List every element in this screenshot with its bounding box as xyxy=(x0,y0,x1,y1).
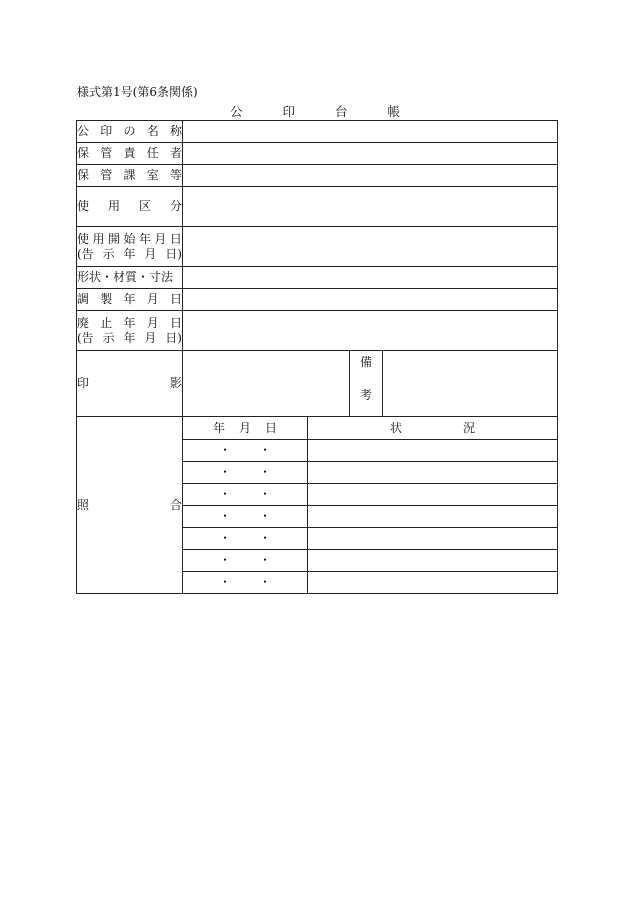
verification-header-row xyxy=(77,417,558,440)
seal-ledger-table xyxy=(76,120,558,594)
verification-date-cell[interactable]: ・ ・ xyxy=(183,484,308,506)
header-date: 年 月 日 xyxy=(183,417,308,440)
field-start-date[interactable] xyxy=(183,227,558,267)
label-custodian: 保 管 責 任 者 xyxy=(77,143,183,165)
verification-date-cell[interactable]: ・ ・ xyxy=(183,572,308,594)
label-abolition-date: 廃 止 年 月 日 (告 示 年 月 日) xyxy=(77,311,183,351)
header-status: 状 況 xyxy=(308,417,558,440)
verification-status-cell[interactable] xyxy=(308,550,558,572)
field-custodian[interactable] xyxy=(183,143,558,165)
field-custody-section[interactable] xyxy=(183,165,558,187)
field-shape-material[interactable] xyxy=(183,267,558,289)
row-custody-section xyxy=(77,165,558,187)
field-manufacture-date[interactable] xyxy=(183,289,558,311)
title-char: 台 xyxy=(334,104,348,119)
label-remarks: 備 考 xyxy=(350,351,383,417)
label-usage-category: 使 用 区 分 xyxy=(77,187,183,227)
label-seal-name: 公 印 の 名 称 xyxy=(77,121,183,143)
verification-date-cell[interactable]: ・ ・ xyxy=(183,506,308,528)
row-seal-impression xyxy=(77,351,558,417)
title-char: 帳 xyxy=(387,104,400,119)
row-manufacture-date xyxy=(77,289,558,311)
form-number: 様式第1号(第6条関係) xyxy=(77,85,198,99)
row-custodian xyxy=(77,143,558,165)
field-remarks[interactable] xyxy=(383,351,558,417)
label-verification: 照 合 xyxy=(77,417,183,594)
field-seal-name[interactable] xyxy=(183,121,558,143)
label-seal-impression: 印 影 xyxy=(77,351,183,417)
document-title xyxy=(230,102,400,120)
row-abolition-date xyxy=(77,311,558,351)
verification-date-cell[interactable]: ・ ・ xyxy=(183,462,308,484)
field-seal-impression[interactable] xyxy=(183,351,350,417)
verification-status-cell[interactable] xyxy=(308,462,558,484)
field-usage-category[interactable] xyxy=(183,187,558,227)
verification-date-cell[interactable]: ・ ・ xyxy=(183,440,308,462)
label-start-date: 使 用 開 始 年 月 日 (告 示 年 月 日) xyxy=(77,227,183,267)
field-abolition-date[interactable] xyxy=(183,311,558,351)
title-char: 公 xyxy=(230,104,243,119)
label-custody-section: 保 管 課 室 等 xyxy=(77,165,183,187)
verification-status-cell[interactable] xyxy=(308,484,558,506)
verification-status-cell[interactable] xyxy=(308,506,558,528)
row-start-date xyxy=(77,227,558,267)
row-shape-material xyxy=(77,267,558,289)
label-shape-material: 形状・材質・寸法 xyxy=(77,267,183,289)
verification-status-cell[interactable] xyxy=(308,572,558,594)
verification-date-cell[interactable]: ・ ・ xyxy=(183,550,308,572)
title-char: 印 xyxy=(282,104,295,119)
label-manufacture-date: 調 製 年 月 日 xyxy=(77,289,183,311)
verification-date-cell[interactable]: ・ ・ xyxy=(183,528,308,550)
row-usage-category xyxy=(77,187,558,227)
row-seal-name xyxy=(77,121,558,143)
verification-status-cell[interactable] xyxy=(308,528,558,550)
verification-status-cell[interactable] xyxy=(308,440,558,462)
